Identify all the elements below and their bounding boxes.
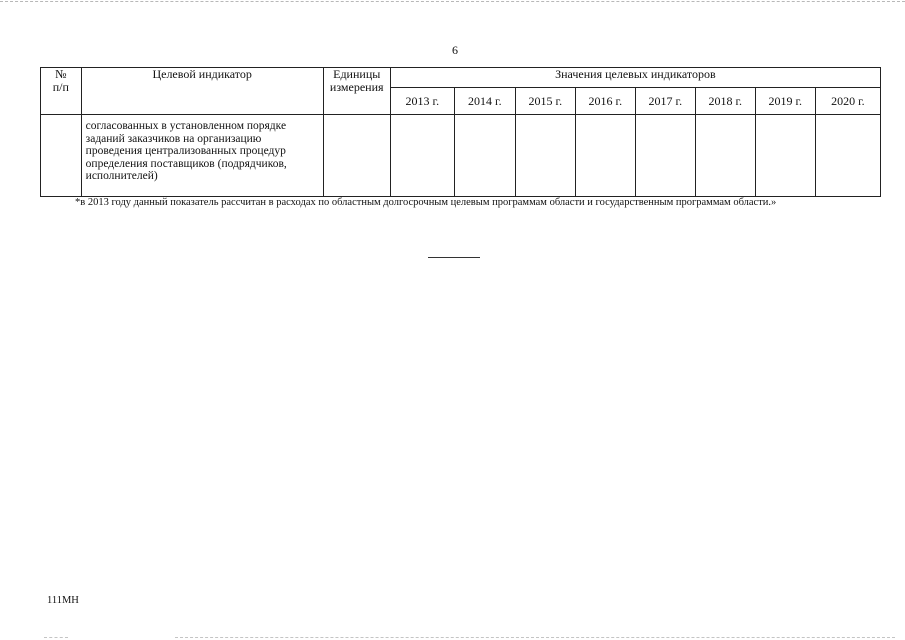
header-values: Значения целевых индикаторов (390, 68, 880, 88)
row-value (815, 115, 880, 197)
header-year: 2013 г. (390, 88, 454, 115)
header-indicator: Целевой индикатор (81, 68, 323, 115)
header-year: 2016 г. (575, 88, 635, 115)
row-value (575, 115, 635, 197)
row-indicator: согласованных в установленном порядке заданий заказчиков на организацию проведения централизованных процедур определения поставщиков (подрядчиков, исполнителей) (81, 115, 323, 197)
end-rule (428, 257, 480, 258)
header-num-label: № п/п (52, 67, 69, 94)
footnote-text: *в 2013 году данный показатель рассчитан в расходах по областным долгосрочным целевым программам области и государственным программам области.» (75, 197, 777, 208)
scan-edge-top (0, 1, 905, 2)
table-row (41, 115, 881, 197)
scan-edge-bottom (175, 637, 895, 638)
document-code: 111МН (47, 595, 79, 606)
page-number: 6 (452, 43, 458, 57)
target-indicators-table (40, 67, 881, 197)
header-units-label: Единицы измерения (329, 67, 384, 94)
header-year: 2019 г. (755, 88, 815, 115)
header-year: 2017 г. (635, 88, 695, 115)
header-year: 2020 г. (815, 88, 880, 115)
row-value (390, 115, 454, 197)
header-units (323, 68, 390, 115)
scan-edge-bottom-left (44, 637, 68, 638)
row-value (635, 115, 695, 197)
row-value (695, 115, 755, 197)
row-value (454, 115, 515, 197)
row-value (515, 115, 575, 197)
header-year: 2014 г. (454, 88, 515, 115)
header-num (41, 68, 82, 115)
row-value (755, 115, 815, 197)
row-units (323, 115, 390, 197)
header-year: 2018 г. (695, 88, 755, 115)
row-num (41, 115, 82, 197)
header-year: 2015 г. (515, 88, 575, 115)
footnote (44, 196, 860, 210)
